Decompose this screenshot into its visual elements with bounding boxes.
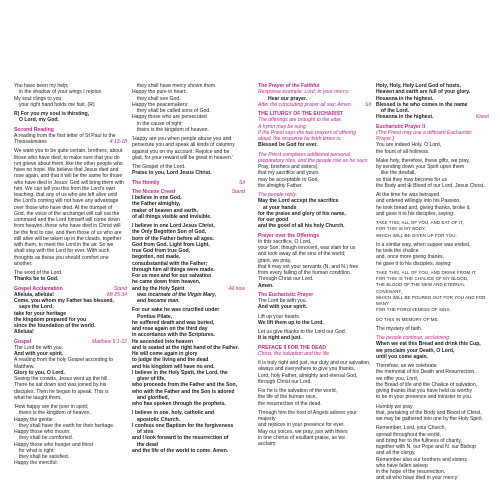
response-line: O Lord, my God. (19, 117, 59, 124)
text-line: The Gospel of the Lord. (132, 164, 186, 170)
text-line: Happy those who are persecuted (132, 114, 207, 121)
response-line: we proclaim your Death, O Lord, (376, 347, 455, 354)
text-line: It is truly right and just, our duty and our salvation, (258, 360, 371, 366)
text-line: from every failing of the human condition. (258, 270, 352, 276)
section-heading: PREFACE II FOR THE DEAD (258, 344, 326, 351)
text-line: The Lord be with you. (14, 344, 63, 351)
text-line: Happy those who hunger and thirst (14, 441, 94, 448)
response-line: Amen. (258, 282, 274, 289)
text-line: persecute you and speak all kinds of calumny (132, 142, 235, 149)
response-line: he suffered death and was buried, (132, 319, 215, 326)
rubric-line: The Priest completes additional personal (258, 151, 351, 158)
line-text: Gospel Acclamation (14, 285, 63, 292)
text-line: Humbly we pray (376, 403, 413, 410)
text-line: Let us give thanks to the Lord our God. (258, 329, 347, 335)
text-line: In a similar way, when supper was ended, (376, 241, 471, 248)
response-line: Hosanna in the highest. (376, 95, 434, 102)
response-line: and the good of all his holy Church. (258, 223, 345, 230)
response-line: who has spoken through the prophets. (132, 401, 226, 407)
rubric-line: preparatory rites, and the people rise as he says: (258, 157, 369, 164)
response-line: May the Lord accept the sacrifice (258, 198, 339, 205)
text-line: the Body and ✠ Blood of our Lord, Jesus Christ. (376, 182, 485, 189)
text-line: spread throughout the world, (376, 431, 441, 438)
response-line: and became man. (137, 298, 180, 304)
response-line: Heaven and earth are full of your glory. (376, 89, 471, 96)
text-line: The Lord be with you. (258, 298, 307, 304)
text-line: that my sacrifice and yours (258, 170, 319, 177)
rubric-line: Christ, the salvation and the life (258, 350, 330, 357)
text-line: the Lord's coming will not have any advantage (14, 198, 119, 205)
rubric-line: The offerings are brought to the altar. (258, 117, 342, 124)
text-line: Happy the merciful: (14, 460, 58, 467)
response-line: maker of heaven and earth, (132, 207, 198, 214)
response-line: in accordance with the Scriptures. (132, 332, 215, 339)
text-line: The mystery of faith. (376, 325, 423, 332)
response-line: the kingdom prepared for you (14, 316, 87, 323)
response-line: R) For you my soul is thirsting, (14, 111, 89, 117)
text-column-3 (258, 83, 371, 447)
line-text: The Nicene Creed (132, 188, 176, 195)
text-line: A reading from the first letter of St Paul to the (14, 132, 116, 139)
text-line: they shall be called sons of God. (137, 108, 211, 114)
response-line: Hear our prayer. (268, 95, 308, 102)
response-line: For us men and for our salvation (132, 273, 212, 279)
response-line: Praise to you, Lord Jesus Christ. (132, 170, 212, 177)
text-column-2 (132, 83, 245, 454)
line-ref: Sit (365, 101, 371, 108)
text-line: In this sacrifice, O Lord, (258, 238, 312, 245)
text-line: your right hand holds me fast. (R) (19, 101, 95, 108)
text-line: who have fallen asleep (376, 462, 428, 469)
text-line: with them, to meet the Lord in the air. So we (14, 242, 114, 248)
text-line: your Son, though innocent, was slain for us (258, 245, 356, 251)
response-line: the Only Begotten Son of God, (132, 229, 207, 236)
text-line: he gave it to his disciples, saying: (376, 260, 452, 267)
text-column-1 (14, 83, 127, 467)
text-line: May our voices, we pray, join with theirs (258, 428, 348, 435)
response-line: to judge the living and the dead (132, 357, 209, 364)
text-line: over those who have died. At the trumpet of (14, 204, 113, 211)
text-line: TAKE THIS, ALL OF YOU, AND EAT OF IT, (376, 220, 464, 225)
response-line: was incarnate of the Virgin Mary, (137, 291, 217, 298)
response-line: for our good (258, 217, 289, 223)
line-ref: Stand (113, 285, 127, 292)
response-line: Thanks be to God. (14, 276, 59, 283)
text-line: and rejoices in your presence for ever. (258, 422, 345, 429)
text-line: that it may set your servants (N. and N.) free (258, 263, 359, 270)
text-line: still alive will be taken up in the clouds, together (14, 235, 122, 242)
text-line: in the hope of the resurrection, (376, 469, 446, 475)
text-line: be the first to rise, and then those of us who are (14, 229, 122, 236)
text-line: another. (14, 260, 33, 267)
text-line: we offer you, Lord, (376, 375, 419, 382)
text-line: that, partaking of the Body and Blood of Christ, (376, 409, 482, 416)
response-line: I believe in one, holy, catholic and (132, 410, 214, 417)
text-line: FOR THIS IS MY BODY, (376, 226, 426, 232)
response-line: I believe in one Lord Jesus Christ, (132, 223, 215, 229)
text-line: in one chorus of exultant praise, as we (258, 434, 345, 441)
text-line: he took the chalice (376, 248, 419, 254)
line-text: and by the Holy Spirit (132, 285, 185, 292)
response-line: Holy, Holy, Holy Lord God of hosts. (376, 83, 461, 89)
text-line: they shall be satisfied. (19, 454, 70, 460)
text-line: he took bread and, giving thanks, broke it, (376, 204, 471, 211)
response-line: at your hands (263, 204, 297, 211)
text-line: the life of the human race, (258, 394, 317, 401)
line-text: Gospel (14, 338, 32, 345)
text-line: teaching, that any of us who are left alive until (14, 192, 118, 198)
line-ref: Sit (239, 179, 245, 186)
text-line: like the dewfall, (381, 170, 416, 177)
text-line: Happy the pure in heart: (132, 89, 187, 96)
line-ref: All bow (228, 285, 245, 292)
response-line: apostolic Church. (137, 416, 181, 423)
response-line: For our sake he was crucified under (132, 307, 220, 314)
text-line: may be acceptable to God, (258, 176, 319, 183)
text-line: majesty (258, 416, 276, 422)
response-line: says the Lord; (19, 304, 54, 311)
response-line: He ascended into heaven (132, 338, 194, 345)
text-line: they shall be comforted. (19, 435, 74, 442)
text-line: those who have died, to make sure that you do (14, 154, 120, 161)
line-text: Alleluia, alleluia! (14, 291, 54, 298)
text-line: the almighty Father. (258, 182, 303, 189)
response-line: of sins (137, 429, 154, 435)
response-line: until you come again. (376, 353, 429, 360)
line-ref: Matthew 5:1-12 (91, 338, 127, 345)
response-line: And with your spirit. (14, 351, 64, 357)
text-line: Therefore, as we celebrate (376, 363, 437, 369)
text-line: Happy the gentle: (14, 416, 54, 423)
response-line: who proceeds from the Father and the Son, (132, 382, 237, 389)
text-line: against you on my account. Rejoice and be (132, 148, 230, 155)
text-line: Seeing the crowds, Jesus went up the hill. (14, 376, 109, 382)
response-line: He will come again in glory (132, 351, 198, 357)
response-line: begotten, not made, (132, 254, 181, 261)
rubric-line: If the Priest says the two prayers of offering (258, 129, 356, 136)
response-line: and the life of the world to come. Amen. (132, 447, 229, 454)
text-line: by sending down your Spirit upon them (376, 164, 465, 170)
response-line: I confess one Baptism for the forgiveness (132, 422, 234, 429)
response-line: Alleluia! (14, 329, 34, 336)
text-line: DO THIS IN MEMORY OF ME. (376, 316, 439, 322)
text-line: him. We can tell you this from the Lord's own (14, 185, 116, 192)
text-line: we may be gathered into one by the Holy Spirit. (376, 416, 484, 422)
text-line: giving thanks that you have held us worthy (376, 388, 472, 394)
text-line: thoughts as these you should comfort one (14, 254, 109, 261)
response-line: Pontius Pilate, (137, 313, 173, 320)
text-line: 'Happy are you when people abuse you and (132, 136, 232, 142)
line-text: Hosanna in the highest. (376, 114, 434, 121)
section-heading: Prayer over the Offerings (258, 232, 320, 239)
text-line: FOR THE FORGIVENESS OF SINS. (376, 307, 451, 313)
text-line: At the time he was betrayed (376, 192, 440, 198)
line-text: The Homily (132, 179, 160, 186)
text-line: For he is the salvation of the world, (258, 388, 337, 394)
response-line: through him all things were made. (132, 266, 215, 273)
text-line: Happy those who mourn: (14, 429, 71, 435)
text-line: have no hope. We believe that Jesus died and (14, 167, 119, 173)
text-line: they shall see God. (137, 95, 181, 102)
response-line: of all things visible and invisible. (132, 213, 212, 220)
response-line: and rose again on the third day (132, 326, 208, 332)
line-ref: Kneel (475, 114, 489, 121)
response-line: Glory to you, O Lord. (14, 369, 65, 376)
response-line: Come, you whom my Father has blessed, (14, 298, 114, 304)
text-line: in the shadow of your wings I rejoice. (19, 89, 103, 96)
response-line: and I look forward to the resurrection of (132, 435, 229, 442)
text-line: always and everywhere to give you thanks, (258, 366, 356, 373)
text-line: and all who have died in your mercy: (376, 475, 459, 482)
text-line: Make holy, therefore, these gifts, we pray, (376, 157, 470, 164)
text-line: WHICH WILL BE GIVEN UP FOR YOU. (376, 232, 457, 238)
text-line: Through him the host of Angels adores your (258, 409, 357, 416)
response-line: take for your heritage (14, 310, 67, 317)
text-line: THE BLOOD OF THE NEW AND ETERNAL COVENANT, (376, 282, 465, 294)
response-line: God from God, Light from Light, (132, 241, 210, 248)
text-line: who have died in Jesus: God will bring them with (14, 179, 124, 186)
text-line: 'How happy are the poor in spirit; (14, 404, 89, 410)
line-ref: Stand (231, 188, 245, 195)
text-line: and took away all the sins of the world; (258, 251, 346, 258)
text-line: Through Christ our Lord. (258, 276, 314, 283)
text-line: glad, for your reward will be great in heaven.' (132, 154, 234, 161)
text-line: WHICH WILL BE POURED OUT FOR YOU AND FOR MANY (376, 294, 486, 306)
response-line: giver of life, (137, 376, 166, 382)
response-line: consubstantial with the Father; (132, 260, 208, 267)
text-line: shall stay with the Lord for ever. With such (14, 248, 110, 255)
rubric-line: Response example: Lord, in your mercy. (258, 89, 350, 96)
text-line: acclaim: (258, 441, 277, 447)
response-line: It is right and just. (258, 335, 302, 342)
text-line: theirs is the kingdom of heaven. (19, 410, 91, 417)
section-heading: The Prayer of the Faithful (258, 83, 320, 89)
text-line: rose again, and that it will be the same for those (14, 173, 123, 180)
text-line: FOR THIS IS THE CHALICE OF MY BLOOD, (376, 276, 469, 281)
response-line: who with the Father and the Son is adored (132, 388, 235, 395)
text-line: Lord, holy Father, almighty and eternal God, (258, 372, 358, 379)
text-line: in the cause of right: (137, 120, 183, 127)
rubric-line: (The Priest may use a different Eucharistic Prayer.) (376, 129, 472, 142)
text-line: Remember also our brothers and sisters (376, 456, 467, 463)
line-ref: Mt 25:34 (107, 291, 127, 298)
text-line: You have been my help; (14, 83, 69, 89)
section-heading: Eucharistic Prayer II (376, 123, 425, 130)
response-line: the dead (137, 441, 158, 448)
text-line: My soul clings to you; (14, 95, 63, 102)
text-line: We want you to be quite certain, brothers, about (14, 148, 123, 155)
text-line: command and the Lord himself will come down (14, 217, 120, 223)
response-line: and his kingdom will have no end. (132, 363, 215, 370)
text-line: and all the clergy. (376, 450, 416, 457)
text-line: There he sat down and was joined by his (14, 382, 107, 389)
text-line: and, once more giving thanks, (376, 254, 444, 261)
text-line: Remember, Lord, your Church, (376, 425, 446, 432)
text-line: they shall have the earth for their heritage. (19, 422, 115, 429)
response-line: We lift them up to the Lord. (258, 319, 324, 326)
response-line: I believe in one God, (132, 195, 182, 201)
response-line: he came down from heaven, (132, 279, 201, 286)
text-line: and entered willingly into his Passion, (376, 198, 461, 205)
text-line: not grieve about them, like the other people who (14, 160, 123, 167)
text-line: so that they may become for us (376, 176, 448, 183)
text-line: from heaven; those who have died in Christ will (14, 223, 121, 230)
text-line: they shall have mercy shown them. (137, 83, 217, 89)
response-line: of the Lord. (381, 108, 410, 114)
response-line: born of the Father before all ages. (132, 235, 215, 242)
section-heading: THE LITURGY OF THE EUCHARIST (258, 111, 344, 117)
text-line: the memorial of his Death and Resurrection, (376, 369, 476, 376)
text-line: disciples. Then he began to speak. This is (14, 388, 109, 395)
text-line: to be in your presence and minister to you. (376, 394, 473, 401)
text-line: TAKE THIS, ALL OF YOU, AND DRINK FROM IT, (376, 269, 477, 275)
text-line: Pray, brothers and sisters), (258, 164, 319, 170)
text-line: for what is right: (19, 447, 55, 454)
text-line: and gave it to his disciples, saying: (376, 210, 455, 217)
text-line: God, the voice of the archangel will call out the (14, 210, 120, 217)
text-line: grant, we pray, (258, 257, 292, 264)
response-line: for the praise and glory of his name, (258, 210, 346, 217)
text-line: A reading from the holy Gospel according to Matthew. (14, 357, 114, 370)
text-line: and bring her to the fullness of charity, (376, 437, 462, 444)
response-line: the Father almighty, (132, 201, 181, 208)
text-line: theirs is the kingdom of heaven. (137, 126, 209, 133)
text-line: the resurrection of the dead. (258, 400, 322, 407)
response-line: Blessed be God for ever. (258, 142, 318, 149)
text-line: The word of the Lord. (14, 270, 63, 276)
response-line: and glorified, (137, 394, 169, 401)
response-line: since the foundation of the world. (14, 323, 96, 329)
text-line: together with N. our Pope and N. our Bishop (376, 444, 476, 450)
text-line: You are indeed Holy, O Lord, (376, 142, 442, 149)
response-line: And with your spirit. (258, 304, 308, 311)
text-line: what he taught them: (14, 394, 62, 401)
response-line: and is seated at the right hand of the Father. (132, 344, 239, 351)
rubric-line: The people reply: (258, 192, 298, 198)
line-text: Thessalonians (14, 139, 47, 145)
response-line: true God from true God, (132, 248, 191, 254)
response-line: I believe in the Holy Spirit, the Lord, the (132, 369, 228, 376)
text-line: Happy the peacemakers: (132, 101, 189, 108)
rubric-line: aloud, the response for both times is: (258, 136, 342, 142)
text-column-4 (376, 83, 489, 482)
section-heading: The Eucharistic Prayer (258, 291, 314, 298)
text-line: through Christ our Lord. (258, 378, 312, 385)
line-text: After the concluding prayer all say: Amen. (258, 101, 353, 108)
text-line: the fount of all holiness. (376, 148, 430, 155)
text-line: the Bread of life and the Chalice of salvation, (376, 381, 478, 388)
line-ref: 4:13-18 (109, 139, 127, 145)
rubric-line: A hymn may be sung. (258, 123, 308, 130)
section-heading: Second Reading (14, 126, 54, 133)
rubric-line: The people continue, acclaiming: (376, 335, 451, 341)
response-line: When we eat this Bread and drink this Cup, (376, 341, 481, 348)
text-line: Lift up your hearts. (258, 313, 301, 320)
response-line: Blessed is he who comes in the name (376, 101, 468, 108)
